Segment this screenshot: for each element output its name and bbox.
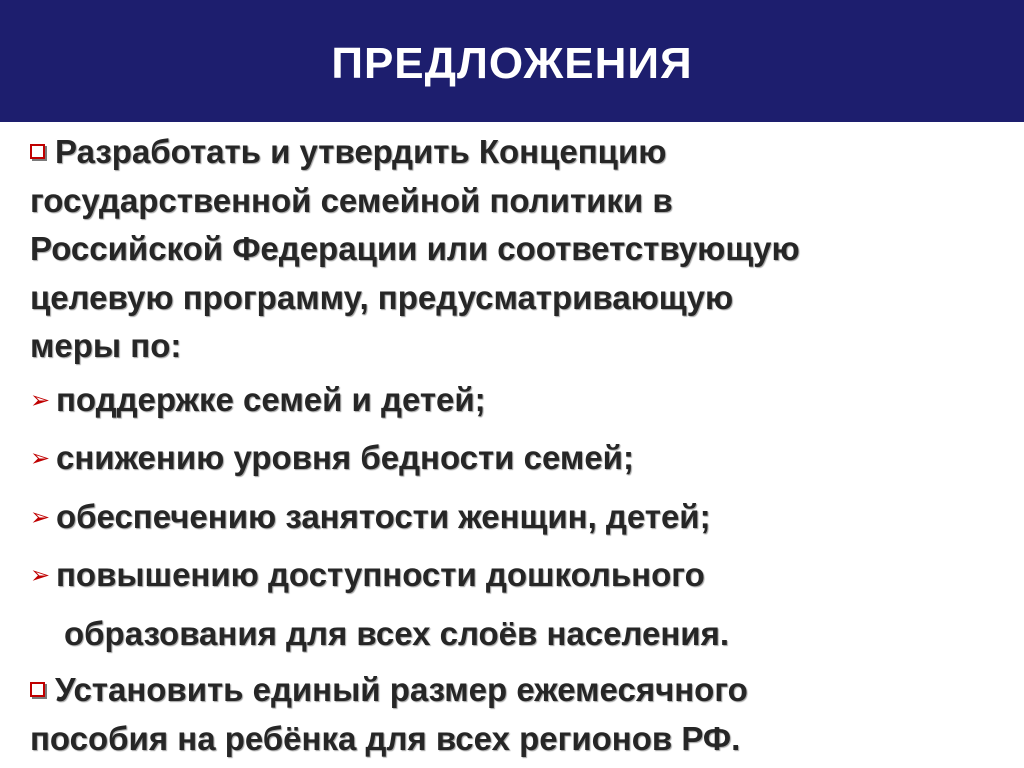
proposal-1: [30, 128, 1005, 371]
arrow-bullet-icon: ➢: [30, 386, 51, 414]
sub-item-4-text: повышению доступности дошкольного: [56, 556, 705, 593]
sub-item-1-text: поддержке семей и детей;: [56, 380, 486, 418]
proposal-2: [30, 666, 1005, 763]
proposal-1-line-1: Разработать и утвердить Концепцию: [55, 133, 667, 170]
arrow-bullet-icon: ➢: [30, 562, 51, 589]
title-bar: [0, 0, 1024, 122]
sub-item-4: [30, 546, 1005, 605]
square-bullet-icon: [30, 144, 45, 159]
sub-item-3: [30, 488, 1005, 547]
slide-content: [30, 128, 1005, 763]
slide-title: ПРЕДЛОЖЕНИЯ: [331, 39, 693, 88]
sub-item-2-text: снижению уровня бедности семей;: [56, 439, 634, 476]
proposal-1-line-2: государственной семейной политики в: [30, 181, 673, 219]
proposal-2-line-2: пособия на ребёнка для всех регионов РФ.: [30, 719, 741, 757]
square-bullet-icon: [30, 682, 45, 697]
sub-item-4-continuation-text: образования для всех слоёв населения.: [64, 614, 729, 652]
sub-item-1: [30, 371, 1005, 430]
proposal-2-line-1: Установить единый размер ежемесячного: [55, 671, 748, 708]
arrow-bullet-icon: ➢: [30, 503, 51, 531]
sub-item-4-continuation: [30, 605, 1005, 663]
sub-item-3-text: обеспечению занятости женщин, детей;: [56, 497, 711, 535]
proposal-1-line-3: Российской Федерации или соответствующую: [30, 230, 800, 267]
sub-item-2: [30, 429, 1005, 488]
arrow-bullet-icon: ➢: [30, 445, 51, 472]
proposal-1-line-4: целевую программу, предусматривающую: [30, 278, 734, 316]
proposal-1-line-5: меры по:: [30, 327, 182, 364]
